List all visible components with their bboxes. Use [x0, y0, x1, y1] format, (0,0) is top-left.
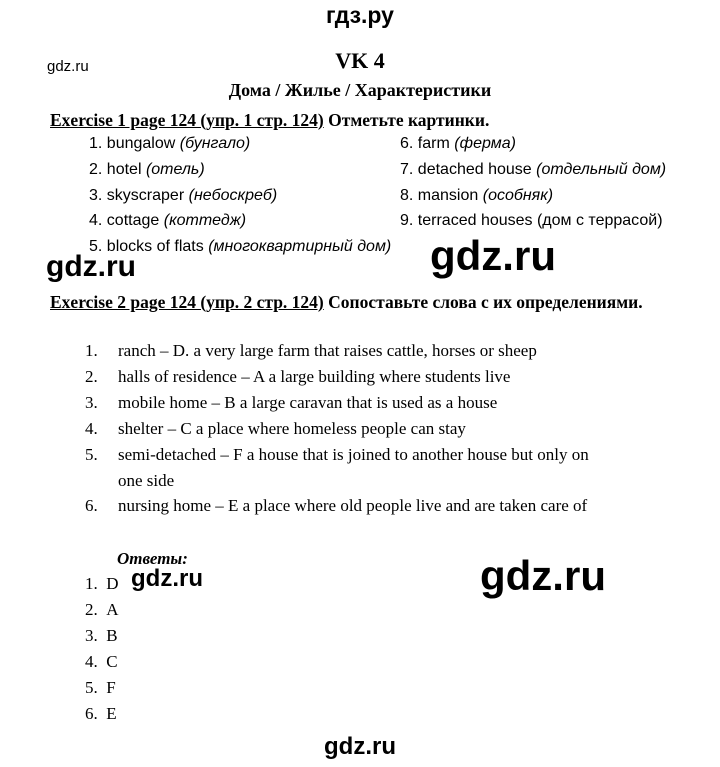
exercise2-instruction: Сопоставьте слова с их определениями. — [323, 292, 643, 312]
page-title: VK 4 — [335, 48, 385, 73]
exercise1-instruction: Отметьте картинки. — [323, 110, 490, 130]
watermark-mid-right: gdz.ru — [430, 232, 556, 279]
ex1-item-8: 8. mansion (особняк) — [400, 187, 554, 204]
answers-label: Ответы: — [117, 549, 188, 568]
watermark-mid-left: gdz.ru — [46, 250, 136, 283]
ex1-item-5: 5. blocks of flats (многоквартирный дом) — [89, 238, 392, 255]
answer-3: 3. B — [85, 626, 118, 645]
answer-6: 6. E — [85, 704, 117, 723]
watermark-answers-inline: gdz.ru — [131, 565, 203, 592]
ex1-item-2: 2. hotel (отель) — [89, 161, 205, 178]
page-subtitle: Дома / Жилье / Характеристики — [228, 80, 492, 100]
ex1-item-3: 3. skyscraper (небоскреб) — [89, 187, 278, 204]
ex1-item-4: 4. cottage (коттедж) — [89, 212, 247, 229]
exercise2-heading — [50, 289, 690, 315]
ex1-item-6: 6. farm (ферма) — [400, 135, 516, 152]
ex1-item-1: 1. bungalow (бунгало) — [89, 135, 251, 152]
answer-1: 1. D — [85, 574, 119, 593]
header-watermark: gdz.ru — [47, 58, 89, 75]
exercise1-heading — [50, 110, 489, 131]
watermark-answers-right: gdz.ru — [480, 552, 606, 599]
ex1-item-9: 9. terraced houses (дом с террасой) — [400, 212, 663, 229]
answer-5: 5. F — [85, 678, 116, 697]
top-watermark: гдз.ру — [326, 2, 394, 28]
answer-4: 4. C — [85, 652, 118, 671]
answer-2: 2. A — [85, 600, 119, 619]
ex1-item-7: 7. detached house (отдельный дом) — [400, 161, 667, 178]
watermark-bottom: gdz.ru — [324, 733, 396, 760]
exercise1-ref: Exercise 1 page 124 (упр. 1 стр. 124) — [50, 110, 324, 130]
exercise2-ref: Exercise 2 page 124 (упр. 2 стр. 124) — [50, 292, 324, 312]
